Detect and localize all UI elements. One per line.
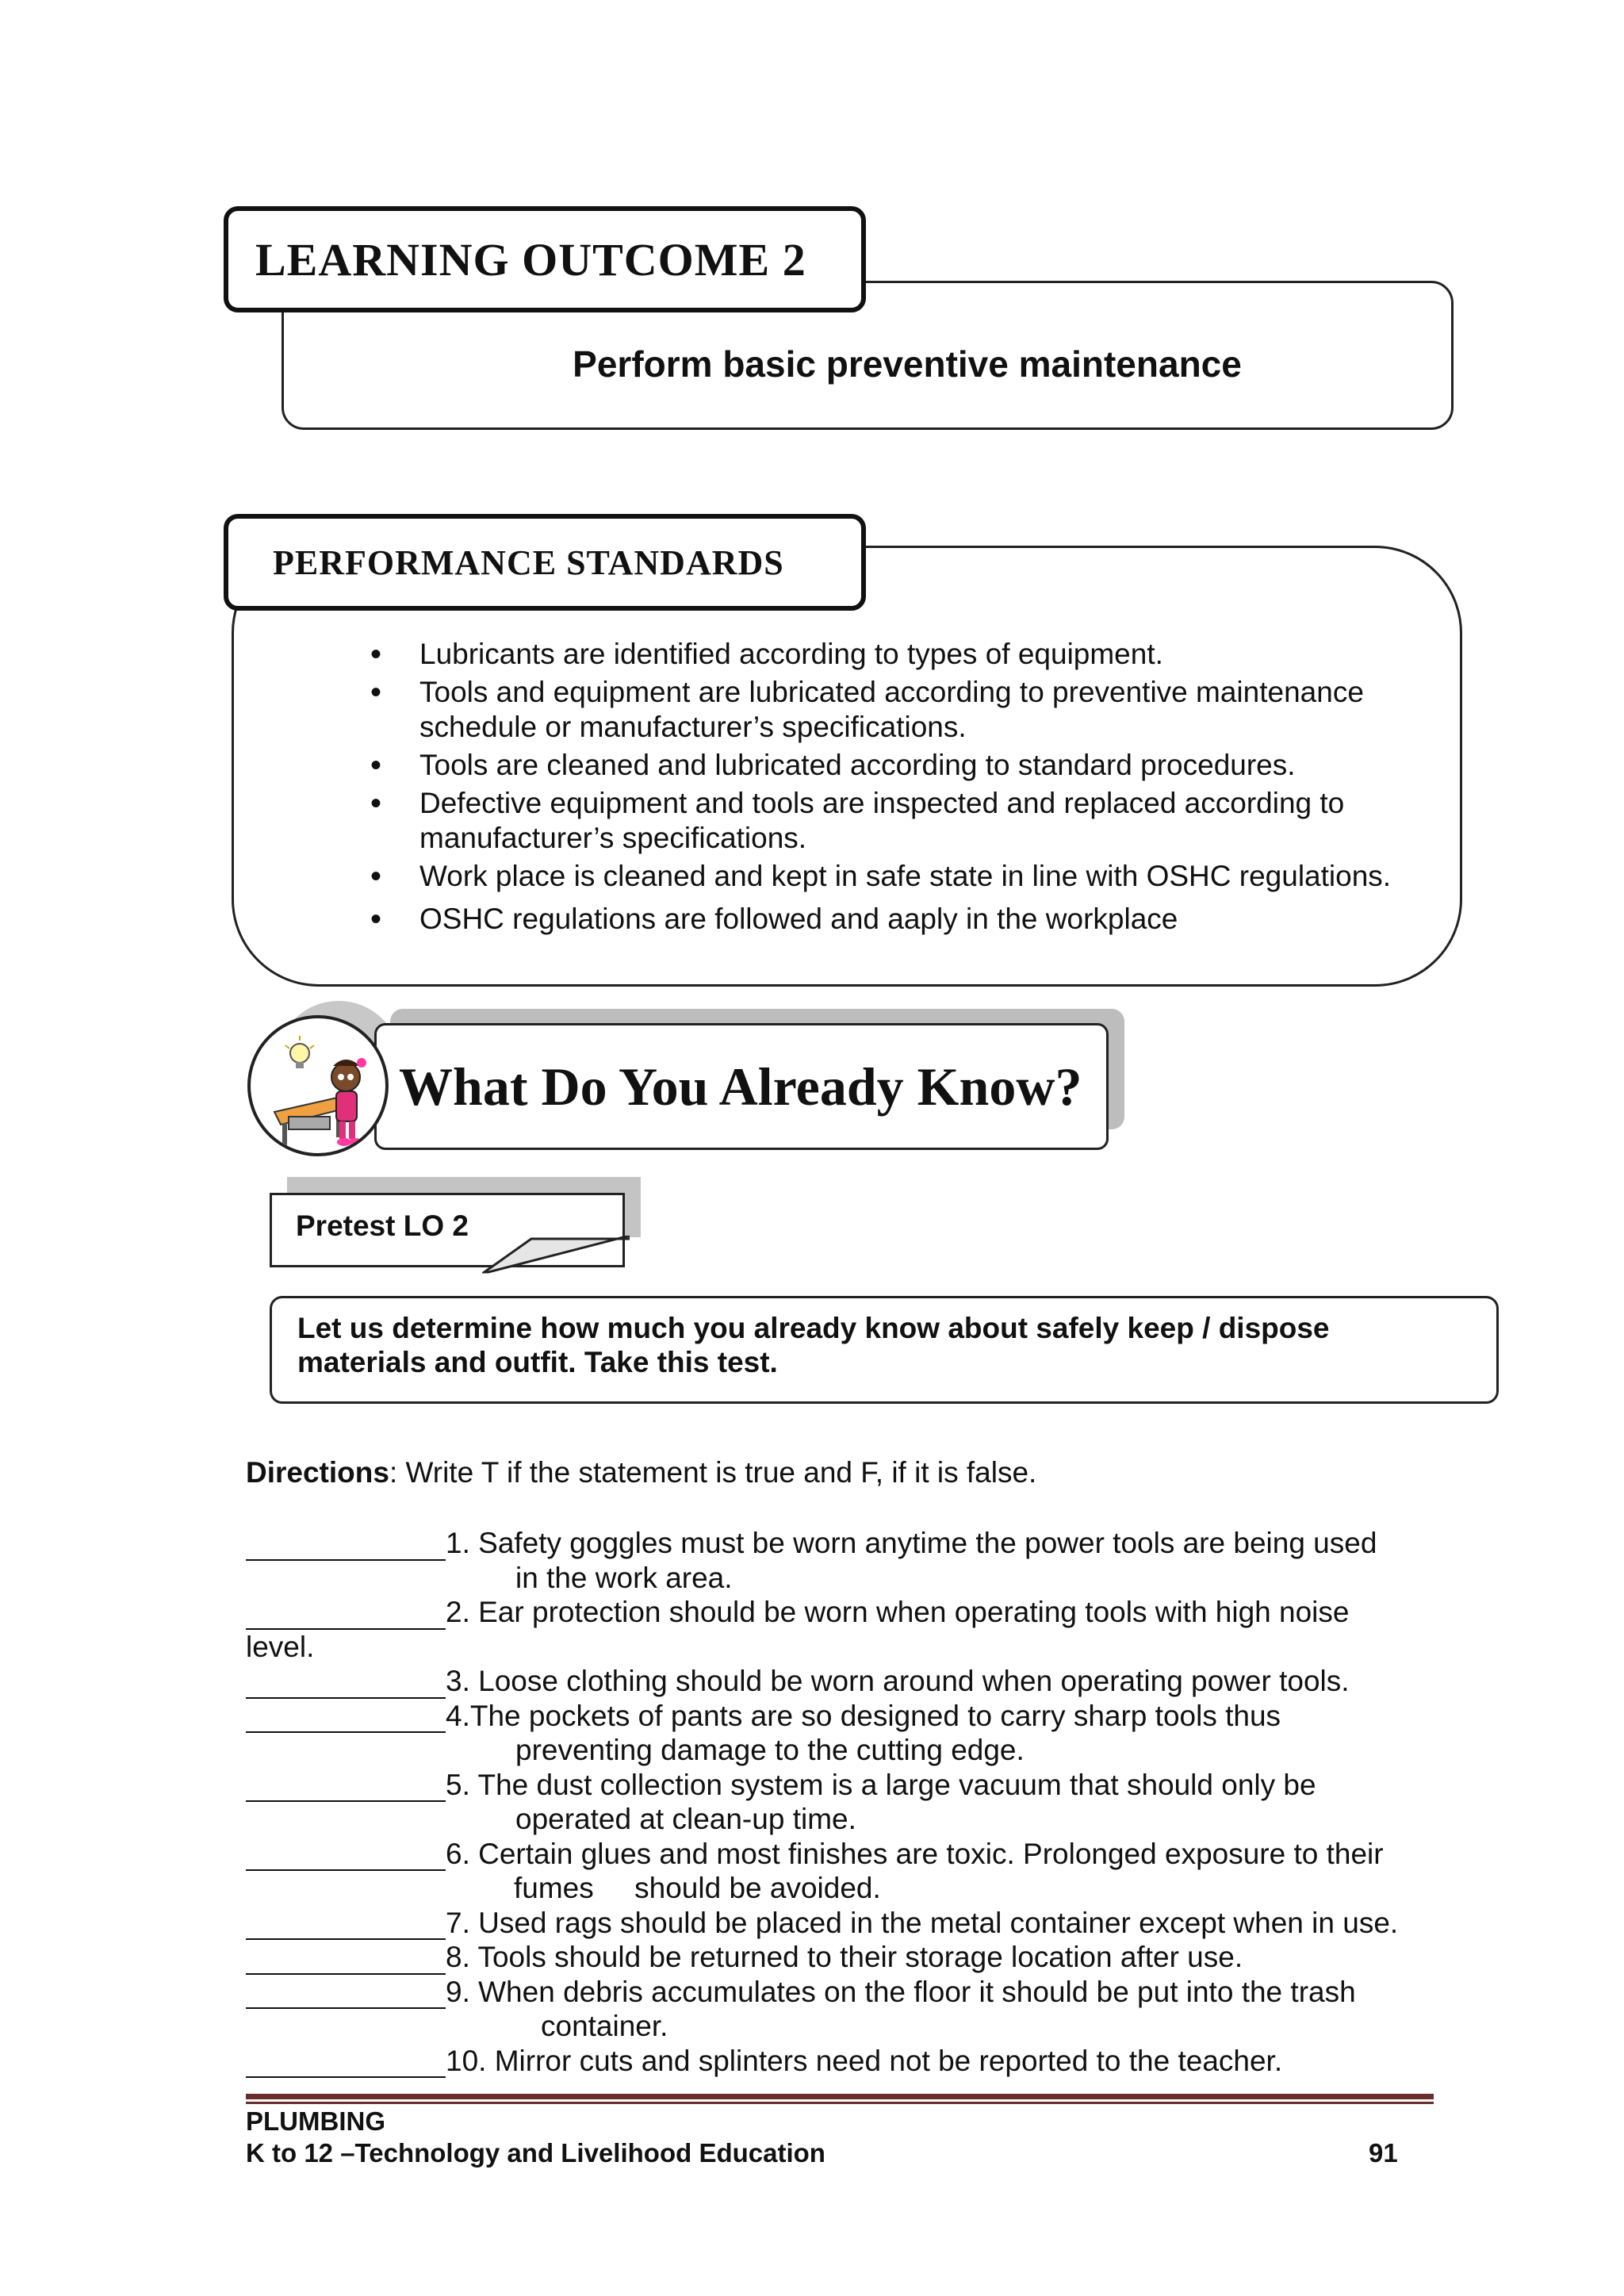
test-item-continued: level. <box>246 1630 315 1663</box>
test-item-continued: operated at clean-up time. <box>515 1803 856 1835</box>
item-text: 9. When debris accumulates on the floor it should be put into the trash <box>446 1975 1356 2008</box>
standard-text: OSHC regulations are followed and aaply in the workplace <box>419 903 1178 935</box>
instruction-line: materials and outfit. Take this test. <box>297 1346 778 1378</box>
directions-text: : Write T if the statement is true and F, if it is false. <box>389 1456 1037 1489</box>
performance-standards-list <box>377 637 1391 940</box>
directions-label: Directions <box>246 1456 389 1489</box>
answer-blank[interactable] <box>246 1980 446 2009</box>
item-text: 6. Certain glues and most finishes are toxic. Prolonged exposure to their <box>446 1837 1384 1870</box>
standard-text: Lubricants are identified according to types of equipment. <box>419 638 1163 670</box>
standard-item <box>377 675 1391 745</box>
answer-blank[interactable] <box>246 1911 446 1940</box>
standard-text: schedule or manufacturer’s specifications. <box>419 711 967 743</box>
performance-standards-title-text: PERFORMANCE STANDARDS <box>273 542 784 582</box>
test-item <box>246 1906 1483 1941</box>
learning-outcome-subtitle: Perform basic preventive maintenance <box>573 343 1242 385</box>
standard-item <box>377 748 1391 783</box>
standard-item <box>377 902 1391 937</box>
answer-blank[interactable] <box>246 1842 446 1871</box>
footer-rule-thin <box>246 2102 1434 2104</box>
item-text: 3. Loose clothing should be worn around when operating power tools. <box>446 1665 1350 1697</box>
instruction-line: Let us determine how much you already know about safely keep / dispose <box>297 1312 1330 1344</box>
standard-text: Tools and equipment are lubricated according to preventive maintenance <box>419 676 1364 708</box>
test-item-continued: preventing damage to the cutting edge. <box>515 1734 1025 1766</box>
item-text: 4.The pockets of pants are so designed to carry sharp tools thus <box>446 1699 1281 1732</box>
test-items <box>246 1526 1483 2078</box>
answer-blank[interactable] <box>246 1773 446 1802</box>
answer-blank[interactable] <box>246 1601 446 1630</box>
directions <box>246 1456 1036 1489</box>
item-text: 10. Mirror cuts and splinters need not be reported to the teacher. <box>446 2044 1283 2077</box>
test-item <box>246 1837 1483 1872</box>
footer-program: K to 12 –Technology and Livelihood Education <box>246 2138 825 2168</box>
student-illustration <box>251 1018 389 1156</box>
item-text: 1. Safety goggles must be worn anytime the power tools are being used <box>446 1527 1377 1559</box>
student-at-desk-lightbulb-icon <box>247 1015 389 1156</box>
test-item <box>246 1699 1483 1734</box>
what-do-you-know-title: What Do You Already Know? <box>399 1056 1082 1117</box>
standard-item <box>377 637 1391 672</box>
test-item <box>246 1526 1483 1561</box>
item-text: 8. Tools should be returned to their storage location after use. <box>446 1941 1243 1973</box>
test-item <box>246 1975 1483 2010</box>
answer-blank[interactable] <box>246 1532 446 1561</box>
answer-blank[interactable] <box>246 2049 446 2078</box>
footer-rule <box>246 2094 1434 2099</box>
test-item <box>246 1664 1483 1699</box>
test-item-continued: container. <box>541 2010 668 2042</box>
test-item <box>246 1768 1483 1803</box>
test-item-continued: in the work area. <box>515 1561 733 1594</box>
what-do-you-know-banner <box>374 1023 1109 1150</box>
item-text: 7. Used rags should be placed in the metal container except when in use. <box>446 1906 1399 1939</box>
test-item <box>246 2044 1483 2079</box>
performance-standards-title <box>224 514 866 611</box>
footer-subject: PLUMBING <box>246 2106 385 2136</box>
test-item <box>246 1595 1483 1630</box>
answer-blank[interactable] <box>246 1670 446 1699</box>
answer-blank[interactable] <box>246 1704 446 1733</box>
standard-text: manufacturer’s specifications. <box>419 822 807 854</box>
test-item <box>246 1940 1483 1975</box>
answer-blank[interactable] <box>246 1946 446 1975</box>
performance-standards-box <box>232 546 1462 987</box>
page-number: 91 <box>1369 2138 1398 2168</box>
learning-outcome-title-text: LEARNING OUTCOME 2 <box>255 233 806 286</box>
test-item-continued: fumes should be avoided. <box>514 1872 881 1904</box>
standard-text: Work place is cleaned and kept in safe state in line with OSHC regulations. <box>419 860 1392 892</box>
item-text: 2. Ear protection should be worn when operating tools with high noise <box>446 1596 1350 1628</box>
standard-text: Tools are cleaned and lubricated according to standard procedures. <box>419 749 1296 781</box>
standard-item <box>377 859 1391 894</box>
pretest-label: Pretest LO 2 <box>296 1209 469 1242</box>
standard-item <box>377 786 1391 856</box>
instruction-box <box>270 1296 1499 1404</box>
page-curl-icon <box>482 1236 630 1274</box>
item-text: 5. The dust collection system is a large vacuum that should only be <box>446 1768 1316 1801</box>
learning-outcome-title <box>224 206 866 312</box>
standard-text: Defective equipment and tools are inspected and replaced according to <box>419 787 1345 819</box>
